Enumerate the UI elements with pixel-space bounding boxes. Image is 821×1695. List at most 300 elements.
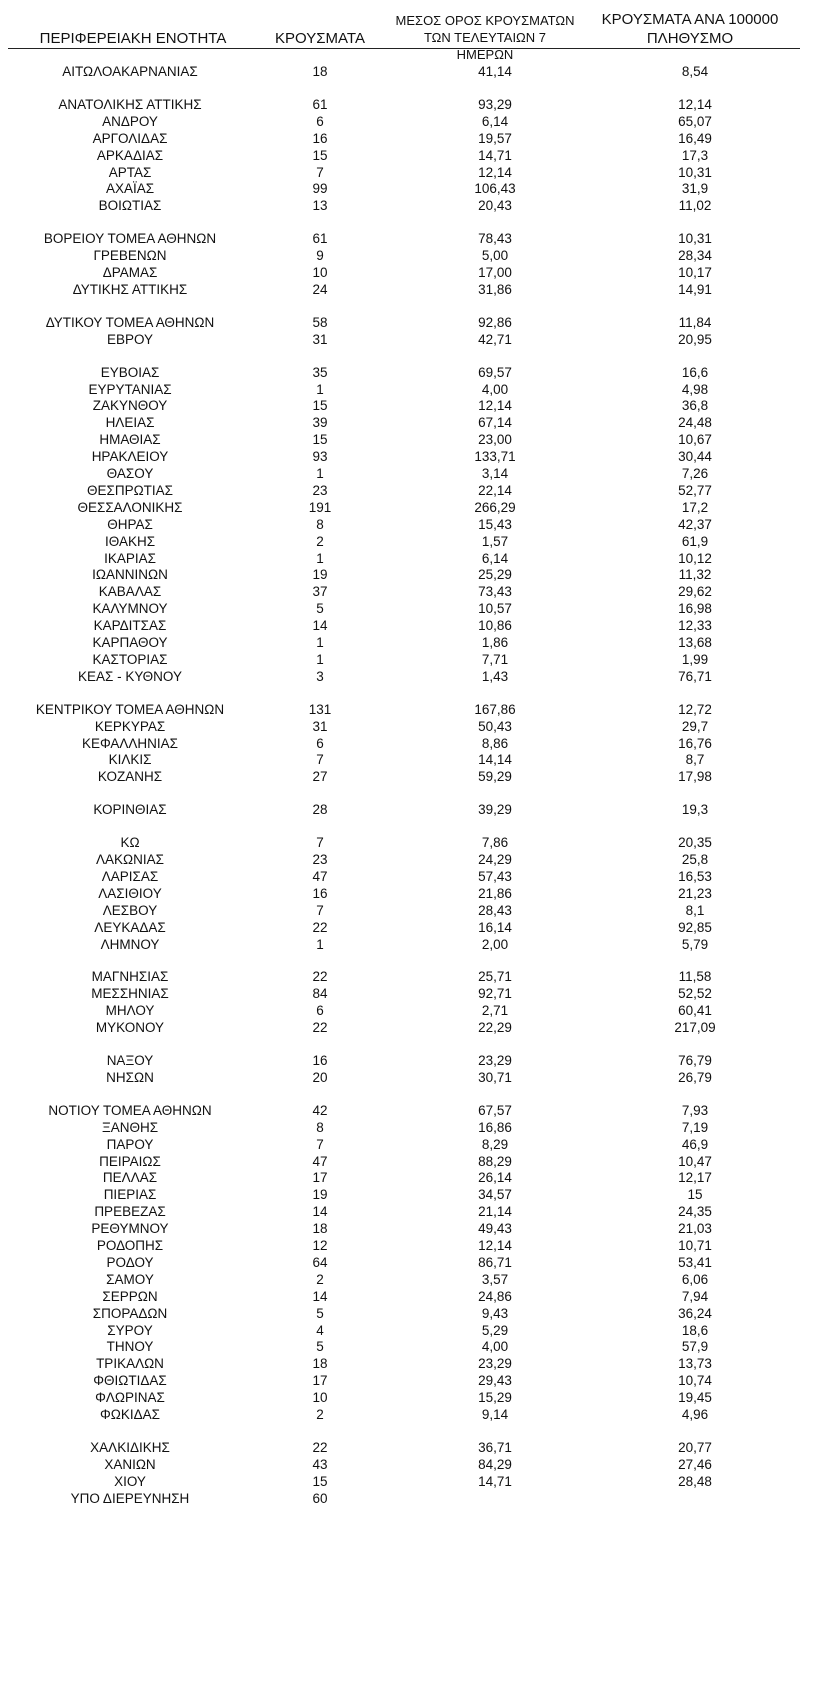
- case-count: 1: [316, 550, 324, 566]
- cases-per-100k: 16,76: [678, 735, 712, 751]
- case-count: 5: [316, 601, 324, 617]
- region-name: ΥΠΟ ΔΙΕΡΕΥΝΗΣΗ: [70, 1490, 190, 1506]
- region-name: ΦΩΚΙΔΑΣ: [100, 1407, 160, 1422]
- weekly-average: 2,00: [481, 936, 509, 952]
- case-count: 84: [312, 986, 328, 1002]
- cases-per-100k: 7,26: [681, 466, 709, 481]
- weekly-average: 16,86: [478, 1119, 512, 1135]
- cases-per-100k: 217,09: [674, 1020, 716, 1036]
- cases-per-100k: 76,71: [678, 668, 712, 684]
- case-count: 12: [312, 1238, 328, 1253]
- region-name: ΡΟΔΟΥ: [106, 1254, 154, 1270]
- cases-per-100k: 10,47: [678, 1153, 712, 1169]
- region-name: ΕΒΡΟΥ: [106, 331, 154, 347]
- weekly-average: 6,14: [481, 113, 509, 129]
- weekly-average: 24,29: [478, 852, 512, 867]
- region-name: ΑΡΚΑΔΙΑΣ: [96, 147, 164, 163]
- case-count: 1: [316, 936, 324, 952]
- weekly-average: 69,57: [478, 364, 512, 380]
- case-count: 3: [316, 668, 324, 684]
- weekly-average: 29,43: [478, 1373, 512, 1389]
- table-row: [0, 868, 821, 886]
- weekly-average: 10,57: [478, 601, 512, 617]
- case-count: 20: [312, 1069, 328, 1085]
- weekly-average: 6,14: [481, 550, 509, 566]
- case-count: 131: [308, 701, 332, 717]
- region-name: ΜΑΓΝΗΣΙΑΣ: [91, 969, 169, 985]
- case-count: 2: [316, 533, 324, 549]
- table-row: [0, 1069, 821, 1087]
- case-count: 19: [312, 567, 328, 583]
- table-row: [0, 735, 821, 753]
- table-row: [0, 1389, 821, 1407]
- table-row: [0, 1119, 821, 1137]
- region-name: ΠΕΙΡΑΙΩΣ: [99, 1153, 161, 1169]
- weekly-average: 2,71: [481, 1003, 509, 1019]
- case-count: 17: [312, 1170, 328, 1186]
- region-name: ΕΥΡΥΤΑΝΙΑΣ: [88, 381, 172, 397]
- weekly-average: 30,71: [478, 1069, 512, 1085]
- table-row: [0, 1372, 821, 1390]
- cases-per-100k: 26,79: [678, 1069, 712, 1085]
- weekly-average: 4,00: [481, 381, 509, 397]
- table-row: [0, 230, 821, 248]
- region-name: ΠΕΛΛΑΣ: [102, 1170, 158, 1186]
- cases-per-100k: 17,3: [681, 147, 709, 163]
- weekly-average: 22,14: [478, 482, 512, 498]
- case-count: 10: [312, 1390, 328, 1406]
- cases-per-100k: 18,6: [681, 1322, 709, 1338]
- table-row: [0, 281, 821, 299]
- case-count: 61: [312, 96, 328, 112]
- region-name: ΓΡΕΒΕΝΩΝ: [93, 248, 167, 264]
- cases-per-100k: 29,7: [681, 718, 709, 734]
- table-row: [0, 1355, 821, 1373]
- table-row: [0, 634, 821, 652]
- region-name: ΤΡΙΚΑΛΩΝ: [96, 1356, 164, 1372]
- region-name: ΛΑΚΩΝΙΑΣ: [96, 852, 164, 867]
- case-count: 24: [312, 281, 328, 297]
- cases-per-100k: 46,9: [681, 1136, 709, 1152]
- weekly-average: 23,29: [478, 1356, 512, 1372]
- region-name: ΑΝΔΡΟΥ: [102, 113, 158, 129]
- table-row: [0, 1052, 821, 1070]
- table-row: [0, 247, 821, 265]
- case-count: 15: [312, 147, 328, 163]
- weekly-average: 9,14: [481, 1407, 509, 1422]
- case-count: 13: [312, 198, 328, 214]
- cases-per-100k: 5,79: [681, 936, 709, 952]
- table-row: [0, 1406, 821, 1424]
- cases-per-100k: 17,98: [678, 769, 712, 785]
- case-count: 10: [312, 265, 328, 280]
- cases-per-100k: 10,67: [678, 432, 712, 448]
- weekly-average: 10,86: [478, 618, 512, 634]
- cases-per-100k: 24,48: [678, 415, 712, 431]
- table-row: [0, 801, 821, 819]
- region-name: ΚΟΖΑΝΗΣ: [97, 769, 163, 785]
- case-count: 18: [312, 1221, 328, 1237]
- region-name: ΧΑΛΚΙΔΙΚΗΣ: [90, 1439, 170, 1455]
- cases-per-100k: 21,03: [678, 1221, 712, 1237]
- case-count: 5: [316, 1339, 324, 1355]
- case-count: 18: [312, 1356, 328, 1372]
- case-count: 37: [312, 584, 328, 600]
- case-count: 7: [316, 835, 324, 851]
- table-row: [0, 381, 821, 399]
- region-name: ΔΡΑΜΑΣ: [102, 265, 158, 280]
- region-name: ΛΕΣΒΟΥ: [102, 902, 158, 918]
- cases-per-100k: 8,54: [681, 64, 709, 79]
- region-name: ΗΡΑΚΛΕΙΟΥ: [91, 449, 169, 465]
- weekly-average: 1,43: [481, 668, 509, 684]
- cases-per-100k: 1,99: [681, 651, 709, 667]
- region-name: ΑΡΓΟΛΙΔΑΣ: [92, 130, 168, 146]
- case-count: 15: [312, 398, 328, 414]
- header-weekly-average-line2: ΤΩΝ ΤΕΛΕΥΤΑΙΩΝ 7 ΗΜΕΡΩΝ: [423, 30, 547, 62]
- weekly-average: 20,43: [478, 198, 512, 214]
- cases-per-100k: 6,06: [681, 1271, 709, 1287]
- cases-per-100k: 10,12: [678, 550, 712, 566]
- case-count: 42: [312, 1102, 328, 1118]
- cases-per-100k: 76,79: [678, 1053, 712, 1068]
- table-row: [0, 1002, 821, 1020]
- cases-per-100k: 12,17: [678, 1170, 712, 1186]
- region-name: ΣΑΜΟΥ: [106, 1271, 154, 1287]
- table-row: [0, 600, 821, 618]
- table-row: [0, 431, 821, 449]
- case-count: 22: [312, 1439, 328, 1455]
- weekly-average: 25,71: [478, 969, 512, 985]
- table-row: [0, 851, 821, 869]
- region-name: ΚΕΝΤΡΙΚΟΥ ΤΟΜΕΑ ΑΘΗΝΩΝ: [35, 701, 225, 717]
- table-row: [0, 533, 821, 551]
- region-name: ΙΩΑΝΝΙΝΩΝ: [92, 567, 168, 583]
- table-row: [0, 465, 821, 483]
- case-count: 23: [312, 852, 328, 867]
- case-count: 15: [312, 432, 328, 448]
- weekly-average: 67,57: [478, 1102, 512, 1118]
- table-row: [0, 147, 821, 165]
- weekly-average: 25,29: [478, 567, 512, 583]
- cases-per-100k: 12,14: [678, 96, 712, 112]
- region-name: ΘΗΡΑΣ: [107, 516, 153, 532]
- cases-per-100k: 65,07: [678, 113, 712, 129]
- region-name: ΚΑΒΑΛΑΣ: [98, 584, 162, 600]
- table-row: [0, 566, 821, 584]
- weekly-average: 23,00: [478, 432, 512, 448]
- region-name: ΣΕΡΡΩΝ: [102, 1288, 158, 1304]
- region-name: ΚΕΡΚΥΡΑΣ: [94, 718, 166, 734]
- table-row: [0, 516, 821, 534]
- weekly-average: 15,29: [478, 1390, 512, 1406]
- weekly-average: 92,71: [478, 986, 512, 1002]
- weekly-average: 1,57: [481, 533, 509, 549]
- case-count: 8: [316, 1119, 324, 1135]
- cases-per-100k: 36,24: [678, 1305, 712, 1321]
- region-name: ΗΜΑΘΙΑΣ: [99, 432, 161, 448]
- weekly-average: 34,57: [478, 1187, 512, 1203]
- table-row: [0, 1019, 821, 1037]
- table-row: [0, 1271, 821, 1289]
- case-count: 16: [312, 885, 328, 901]
- cases-per-100k: 13,73: [678, 1356, 712, 1372]
- weekly-average: 106,43: [474, 181, 516, 197]
- case-count: 58: [312, 314, 328, 330]
- table-row: [0, 113, 821, 131]
- cases-per-100k: 52,52: [678, 986, 712, 1002]
- case-count: 4: [316, 1322, 324, 1338]
- case-count: 16: [312, 130, 328, 146]
- cases-per-100k: 16,53: [678, 868, 712, 884]
- weekly-average: 84,29: [478, 1456, 512, 1472]
- weekly-average: 5,00: [481, 248, 509, 264]
- table-row: [0, 414, 821, 432]
- case-count: 19: [312, 1187, 328, 1203]
- table-row: [0, 130, 821, 148]
- case-count: 47: [312, 868, 328, 884]
- region-name: ΚΩ: [120, 835, 140, 851]
- weekly-average: 23,29: [478, 1053, 512, 1068]
- region-name: ΑΝΑΤΟΛΙΚΗΣ ΑΤΤΙΚΗΣ: [58, 96, 202, 112]
- weekly-average: 21,14: [478, 1204, 512, 1220]
- weekly-average: 4,00: [481, 1339, 509, 1355]
- case-count: 14: [312, 618, 328, 634]
- cases-per-100k: 12,33: [678, 618, 712, 634]
- table-row: [0, 364, 821, 382]
- region-name: ΑΧΑΪΑΣ: [105, 181, 155, 197]
- header-region: ΠΕΡΙΦΕΡΕΙΑΚΗ ΕΝΟΤΗΤΑ: [39, 30, 227, 47]
- case-count: 43: [312, 1456, 328, 1472]
- table-row: [0, 968, 821, 986]
- cases-per-100k: 42,37: [678, 516, 712, 532]
- region-name: ΛΕΥΚΑΔΑΣ: [94, 919, 166, 935]
- cases-per-100k: 10,71: [678, 1238, 712, 1253]
- case-count: 22: [312, 1020, 328, 1036]
- weekly-average: 50,43: [478, 718, 512, 734]
- case-count: 27: [312, 769, 328, 785]
- cases-per-100k: 16,49: [678, 130, 712, 146]
- case-count: 31: [312, 718, 328, 734]
- weekly-average: 49,43: [478, 1221, 512, 1237]
- region-name: ΚΟΡΙΝΘΙΑΣ: [93, 802, 167, 818]
- weekly-average: 167,86: [474, 701, 516, 717]
- table-row: [0, 718, 821, 736]
- region-name: ΦΘΙΩΤΙΔΑΣ: [93, 1373, 167, 1389]
- table-row: [0, 448, 821, 466]
- cases-per-100k: 15: [687, 1187, 703, 1203]
- region-name: ΘΑΣΟΥ: [106, 466, 154, 481]
- table-row: [0, 668, 821, 686]
- case-count: 5: [316, 1305, 324, 1321]
- table-row: [0, 499, 821, 517]
- region-name: ΝΗΣΩΝ: [106, 1069, 154, 1085]
- cases-per-100k: 92,85: [678, 919, 712, 935]
- cases-per-100k: 13,68: [678, 635, 712, 650]
- region-name: ΒΟΡΕΙΟΥ ΤΟΜΕΑ ΑΘΗΝΩΝ: [43, 231, 217, 247]
- case-count: 2: [316, 1407, 324, 1422]
- case-count: 191: [308, 499, 332, 515]
- cases-per-100k: 10,17: [678, 265, 712, 280]
- case-count: 64: [312, 1254, 328, 1270]
- table-row: [0, 936, 821, 954]
- table-row: [0, 1305, 821, 1323]
- region-name: ΘΕΣΠΡΩΤΙΑΣ: [86, 482, 174, 498]
- cases-per-100k: 20,95: [678, 331, 712, 347]
- cases-per-100k: 7,94: [681, 1288, 709, 1304]
- cases-per-100k: 12,72: [678, 701, 712, 717]
- region-name: ΛΗΜΝΟΥ: [100, 936, 160, 952]
- cases-per-100k: 19,3: [681, 802, 709, 818]
- region-name: ΜΥΚΟΝΟΥ: [95, 1020, 165, 1036]
- cases-per-100k: 8,7: [685, 752, 705, 768]
- region-name: ΣΥΡΟΥ: [107, 1322, 153, 1338]
- cases-per-100k: 11,32: [678, 567, 712, 583]
- weekly-average: 78,43: [478, 231, 512, 247]
- cases-per-100k: 8,1: [685, 902, 705, 918]
- table-row: [0, 397, 821, 415]
- case-count: 6: [316, 113, 324, 129]
- cases-per-100k: 36,8: [681, 398, 709, 414]
- cases-per-100k: 10,31: [678, 164, 712, 180]
- weekly-average: 16,14: [478, 919, 512, 935]
- weekly-average: 15,43: [478, 516, 512, 532]
- case-count: 93: [312, 449, 328, 465]
- weekly-average: 24,86: [478, 1288, 512, 1304]
- cases-per-100k: 53,41: [678, 1254, 712, 1270]
- weekly-average: 14,14: [478, 752, 512, 768]
- cases-per-100k: 11,58: [678, 969, 712, 985]
- weekly-average: 42,71: [478, 331, 512, 347]
- cases-per-100k: 60,41: [678, 1003, 712, 1019]
- region-name: ΚΑΡΠΑΘΟΥ: [92, 635, 168, 650]
- cases-per-100k: 52,77: [678, 482, 712, 498]
- weekly-average: 12,14: [478, 164, 512, 180]
- case-count: 35: [312, 364, 328, 380]
- table-row: [0, 482, 821, 500]
- region-name: ΜΗΛΟΥ: [105, 1003, 155, 1019]
- weekly-average: 28,43: [478, 902, 512, 918]
- weekly-average: 73,43: [478, 584, 512, 600]
- cases-per-100k: 21,23: [678, 885, 712, 901]
- case-count: 60: [312, 1490, 328, 1506]
- cases-per-100k: 16,6: [681, 364, 709, 380]
- table-row: [0, 1102, 821, 1120]
- cases-per-100k: 10,31: [678, 231, 712, 247]
- table-row: [0, 617, 821, 635]
- weekly-average: 8,29: [481, 1136, 509, 1152]
- region-name: ΦΛΩΡΙΝΑΣ: [95, 1390, 165, 1406]
- region-name: ΞΑΝΘΗΣ: [101, 1119, 159, 1135]
- weekly-average: 19,57: [478, 130, 512, 146]
- case-count: 6: [316, 1003, 324, 1019]
- table-row: [0, 264, 821, 282]
- region-name: ΡΕΘΥΜΝΟΥ: [91, 1221, 169, 1237]
- case-count: 1: [316, 381, 324, 397]
- case-count: 8: [316, 516, 324, 532]
- table-row: [0, 701, 821, 719]
- case-count: 61: [312, 231, 328, 247]
- region-name: ΧΙΟΥ: [114, 1473, 146, 1489]
- weekly-average: 88,29: [478, 1153, 512, 1169]
- cases-per-100k: 17,2: [681, 499, 709, 515]
- region-name: ΠΙΕΡΙΑΣ: [103, 1187, 157, 1203]
- weekly-average: 31,86: [478, 281, 512, 297]
- cases-per-100k: 7,19: [681, 1119, 709, 1135]
- table-row: [0, 1220, 821, 1238]
- region-name: ΕΥΒΟΙΑΣ: [100, 364, 160, 380]
- cases-per-100k: 4,98: [681, 381, 709, 397]
- case-count: 14: [312, 1204, 328, 1220]
- region-name: ΜΕΣΣΗΝΙΑΣ: [91, 986, 169, 1002]
- weekly-average: 92,86: [478, 314, 512, 330]
- cases-per-100k: 11,84: [678, 314, 712, 330]
- case-count: 22: [312, 919, 328, 935]
- case-count: 7: [316, 1136, 324, 1152]
- cases-per-100k: 61,9: [681, 533, 709, 549]
- case-count: 99: [312, 181, 328, 197]
- case-count: 16: [312, 1053, 328, 1068]
- table-row: [0, 1153, 821, 1171]
- table-row: [0, 885, 821, 903]
- region-name: ΚΑΣΤΟΡΙΑΣ: [92, 651, 168, 667]
- cases-per-100k: 20,77: [678, 1439, 712, 1455]
- weekly-average: 8,86: [481, 735, 509, 751]
- region-name: ΠΡΕΒΕΖΑΣ: [94, 1204, 166, 1220]
- table-row: [0, 1169, 821, 1187]
- weekly-average: 39,29: [478, 802, 512, 818]
- table-row: [0, 180, 821, 198]
- cases-per-100k: 20,35: [678, 835, 712, 851]
- region-name: ΠΑΡΟΥ: [106, 1136, 154, 1152]
- table-row: [0, 550, 821, 568]
- region-name: ΛΑΣΙΘΙΟΥ: [98, 885, 162, 901]
- weekly-average: 12,14: [478, 1238, 512, 1253]
- case-count: 47: [312, 1153, 328, 1169]
- weekly-average: 57,43: [478, 868, 512, 884]
- table-row: [0, 919, 821, 937]
- table-row: [0, 164, 821, 182]
- case-count: 6: [316, 735, 324, 751]
- case-count: 15: [312, 1473, 328, 1489]
- cases-per-100k: 10,74: [678, 1373, 712, 1389]
- weekly-average: 17,00: [478, 265, 512, 280]
- region-name: ΣΠΟΡΑΔΩΝ: [92, 1305, 168, 1321]
- cases-per-100k: 14,91: [678, 281, 712, 297]
- header-cases-per-100k-line1: ΚΡΟΥΣΜΑΤΑ ΑΝΑ 100000: [601, 11, 779, 28]
- table-row: [0, 1254, 821, 1272]
- weekly-average: 133,71: [474, 449, 516, 465]
- table-row: [0, 1237, 821, 1255]
- weekly-average: 93,29: [478, 96, 512, 112]
- table-row: [0, 96, 821, 114]
- table-row: [0, 314, 821, 332]
- weekly-average: 22,29: [478, 1020, 512, 1036]
- case-count: 7: [316, 164, 324, 180]
- case-count: 28: [312, 802, 328, 818]
- cases-per-100k: 16,98: [678, 601, 712, 617]
- header-cases-per-100k-line2: ΠΛΗΘΥΣΜΟ: [646, 30, 734, 47]
- header-cases: ΚΡΟΥΣΜΑΤΑ: [275, 30, 365, 47]
- region-name: ΤΗΝΟΥ: [106, 1339, 154, 1355]
- table-row: [0, 1473, 821, 1491]
- table-row: [0, 1456, 821, 1474]
- table-row: [0, 1439, 821, 1457]
- weekly-average: 14,71: [478, 1473, 512, 1489]
- table-row: [0, 834, 821, 852]
- region-name: ΒΟΙΩΤΙΑΣ: [98, 198, 162, 214]
- weekly-average: 26,14: [478, 1170, 512, 1186]
